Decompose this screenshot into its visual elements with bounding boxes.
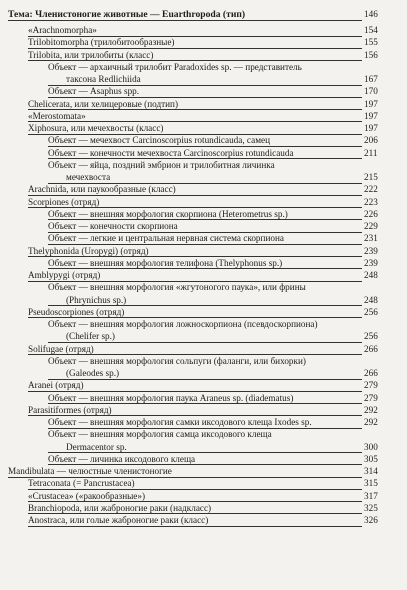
toc-entry: [0, 296, 407, 308]
toc-entry: [0, 247, 407, 259]
toc-entry-text: таксона Redlichiida: [66, 74, 141, 84]
toc-entry: [0, 51, 407, 63]
leader-line: [48, 452, 362, 453]
toc-entry: [0, 38, 407, 50]
toc-entry-text: Scorpiones (отряд): [28, 196, 100, 207]
leader-line: [28, 109, 362, 110]
toc-entry-text: Объект — внешняя морфология паука Araneus sp. (diadematus): [48, 392, 294, 403]
toc-entry-page: 317: [364, 490, 378, 501]
leader-line: [28, 207, 362, 208]
toc-entry-text: Solifugae (отряд): [28, 343, 94, 354]
toc-entry-text: Trilobita, или трилобиты (класс): [28, 49, 154, 60]
toc-entry-page: 222: [364, 184, 378, 195]
toc-entry-page: 256: [364, 331, 378, 342]
toc-entry-page: 239: [364, 257, 378, 268]
leader-line: [28, 391, 362, 392]
toc-entry-page: 197: [364, 123, 378, 133]
leader-line: [28, 526, 362, 527]
toc-entry: [0, 357, 407, 369]
toc-entry-text: Branchiopoda, или жаброногие раки (надкласс): [28, 502, 212, 513]
toc-entry-page: 170: [364, 86, 378, 97]
toc-entry-text: «Merostomata»: [28, 110, 86, 121]
toc-entry-page: 292: [364, 417, 378, 427]
toc-entry-page: 256: [364, 306, 378, 317]
toc-entry-text: Trilobitomorpha (трилобитообразные): [28, 37, 175, 48]
toc-entry-page: 279: [364, 392, 378, 403]
toc-entry-text: «Crustacea» («ракообразные»): [28, 490, 146, 501]
toc-entry-text: Объект — конечности скорпиона: [48, 221, 178, 231]
leader-line: [48, 97, 362, 98]
toc-entry-page: 197: [364, 110, 378, 121]
toc-entry-page: 315: [364, 478, 378, 489]
toc-entry-text: Объект — Asaphus spp.: [48, 86, 140, 97]
toc-entry: [0, 381, 407, 393]
toc-entry: [0, 234, 407, 246]
leader-line: [28, 48, 362, 49]
toc-entry: [0, 430, 407, 442]
toc-entry: [0, 63, 407, 75]
toc-entry-page: 211: [364, 147, 378, 158]
toc-entry-text: Объект — внешняя морфология самца иксодового клеща: [48, 429, 272, 440]
toc-entry: [0, 10, 407, 26]
toc-entry: [0, 198, 407, 210]
toc-entry-text: Объект — легкие и центральная нервная система скорпиона: [48, 233, 284, 244]
toc-entry: [0, 185, 407, 197]
toc-entry-text: Xiphosura, или мечехвосты (класс): [28, 123, 164, 133]
toc-entry: [0, 332, 407, 344]
leader-line: [48, 379, 362, 380]
toc-entry-page: 167: [364, 74, 378, 84]
toc-entry-page: 156: [364, 49, 378, 60]
leader-line: [48, 244, 362, 245]
toc-entry: [0, 443, 407, 455]
toc-entry-page: 215: [364, 172, 378, 182]
toc-entry-page: 248: [364, 294, 378, 305]
toc-entry-text: Объект — внешняя морфология телифона (Thelyphonus sp.): [48, 257, 283, 268]
toc-entry-page: 305: [364, 453, 378, 464]
leader-line: [48, 158, 362, 159]
leader-line: [28, 195, 362, 196]
toc-entry-page: 248: [364, 270, 378, 280]
toc-entry-text: «Arachnomorpha»: [28, 25, 97, 35]
toc-entry-text: Dermacentor sp.: [66, 441, 127, 452]
toc-entry-text: Объект — внешняя морфология ложноскорпиона (псевдоскорпиона): [48, 319, 318, 329]
toc-entry-text: Amblypygi (отряд): [28, 270, 101, 280]
toc-entry-page: 326: [364, 515, 378, 525]
leader-line: [48, 305, 362, 306]
toc-entry-text: Объект — яйца, поздний эмбрион и трилобитная личинка: [48, 159, 275, 170]
toc-entry-text: Объект — мечехвост Carcinoscorpius rotundicauda, самец: [48, 135, 271, 146]
toc-entry: [0, 492, 407, 504]
toc-entry-page: 226: [364, 208, 378, 219]
toc-entry-page: 239: [364, 245, 378, 256]
toc-entry-text: Тема: Членистоногие животные — Euarthropoda (тип): [8, 9, 246, 20]
toc-entry-page: 206: [364, 135, 378, 146]
toc-entry-page: 146: [364, 9, 378, 19]
toc-entry-text: Объект — внешняя морфология сольпуги (фаланги, или бихорки): [48, 355, 306, 366]
leader-line: [48, 146, 362, 147]
toc-entry: [0, 320, 407, 332]
toc-entry-page: 266: [364, 343, 378, 354]
toc-entry-text: (Phrynichus sp.): [66, 294, 127, 305]
toc-entry: [0, 345, 407, 357]
leader-line: [48, 403, 362, 404]
toc-entry-text: Thelyphonida (Uropygi) (отряд): [28, 245, 149, 256]
toc-entry-text: Объект — личинка иксодового клеща: [48, 453, 196, 464]
toc-entry-text: Parasitiformes (отряд): [28, 404, 112, 415]
toc-entry-page: 292: [364, 404, 378, 415]
toc-entry: [0, 136, 407, 148]
toc-entry-text: Mandibulata — челюстные членистоногие: [8, 466, 172, 476]
toc-entry-text: Объект — внешняя морфология «жгутоногого паука», или фрины: [48, 282, 306, 293]
toc-entry-text: Объект — внешняя морфология скорпиона (Heterometrus sp.): [48, 208, 288, 219]
leader-line: [28, 354, 362, 355]
toc-entry-text: Chelicerata, или хелицеровые (подтип): [28, 98, 179, 109]
table-of-contents: [0, 10, 407, 528]
toc-entry-page: 300: [364, 441, 378, 452]
toc-entry-text: Anostraca, или голые жаброногие раки (класс): [28, 515, 209, 525]
toc-entry-page: 231: [364, 233, 378, 244]
leader-line: [28, 489, 362, 490]
toc-entry: [0, 149, 407, 161]
toc-entry-text: Tetraconata (= Pancrustacea): [28, 478, 135, 489]
toc-entry-page: 229: [364, 221, 378, 231]
toc-entry-text: (Galeodes sp.): [66, 368, 120, 378]
toc-entry-page: 154: [364, 25, 378, 35]
toc-entry-text: мечехвоста: [66, 172, 111, 182]
toc-entry-text: Объект — внешняя морфология самки иксодового клеща Ixodes sp.: [48, 417, 312, 427]
leader-line: [28, 60, 362, 61]
leader-line: [48, 342, 362, 343]
toc-entry-text: (Chelifer sp.): [66, 331, 115, 342]
toc-entry-text: Объект — архаичный трилобит Paradoxides sp. — представитель: [48, 61, 302, 72]
toc-entry-page: 223: [364, 196, 378, 207]
toc-entry: [0, 516, 407, 528]
toc-entry-page: 155: [364, 37, 378, 48]
toc-entry: [0, 394, 407, 406]
toc-entry-text: Arachnida, или паукообразные (класс): [28, 184, 176, 195]
toc-entry-page: 314: [364, 466, 378, 476]
leader-line: [28, 501, 362, 502]
toc-entry-page: 266: [364, 368, 378, 378]
toc-entry-page: 197: [364, 98, 378, 109]
toc-entry: [0, 283, 407, 295]
toc-entry: [0, 87, 407, 99]
toc-entry-page: 279: [364, 380, 378, 391]
toc-entry-text: Объект — конечности мечехвоста Carcinoscorpius rotundicauda: [48, 147, 294, 158]
leader-line: [28, 256, 362, 257]
toc-entry-text: Aranei (отряд): [28, 380, 84, 391]
toc-entry-text: Pseudoscorpiones (отряд): [28, 306, 125, 317]
toc-entry: [0, 100, 407, 112]
toc-entry-page: 325: [364, 502, 378, 513]
toc-entry: [0, 161, 407, 173]
toc-entry: [0, 479, 407, 491]
